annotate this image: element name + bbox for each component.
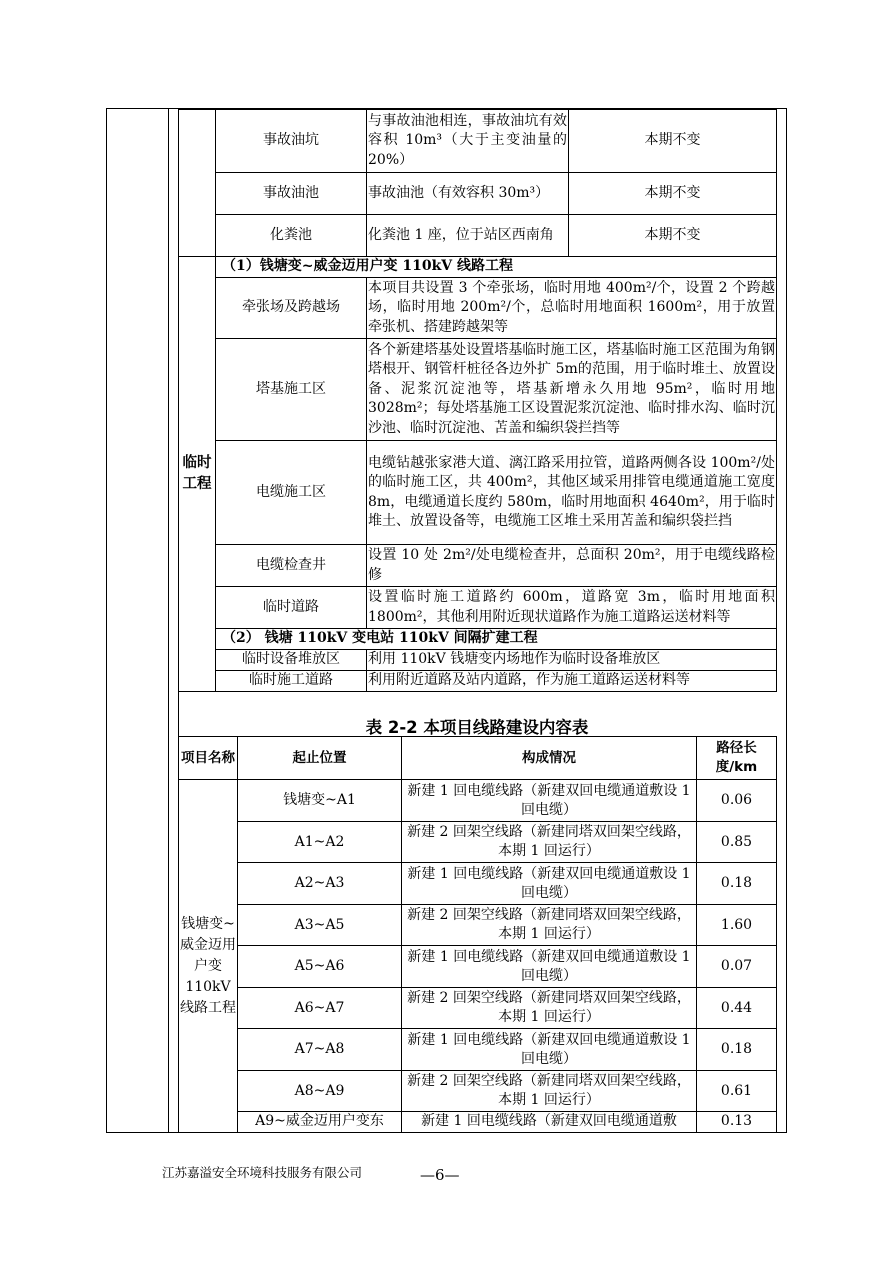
route-composition: 新建 1 回电缆线路（新建双回电缆通道敷设 1 回电缆） <box>402 946 697 988</box>
route-section: A8~A9 <box>238 1071 402 1112</box>
route-length: 0.18 <box>697 863 777 905</box>
blank-cell <box>179 110 216 257</box>
route-composition: 新建 1 回电缆线路（新建双回电缆通道敷设 1 回电缆） <box>402 863 697 905</box>
route-section: A1~A2 <box>238 822 402 863</box>
item-name: 电缆检查井 <box>216 545 367 587</box>
route-length: 0.13 <box>697 1112 777 1134</box>
item-name: 事故油坑 <box>216 110 367 173</box>
column-header: 起止位置 <box>238 737 402 780</box>
route-section: A3~A5 <box>238 905 402 946</box>
table-row <box>179 1071 777 1112</box>
table-row <box>179 946 777 988</box>
item-description: 各个新建塔基处设置塔基临时施工区，塔基临时施工区范围为角钢塔根开、钢管杆桩径各边外扩 5m的范围，用于临时堆土、放置设备、泥浆沉淀池等，塔基新增永久用地 95m²，临时用地 3028m²；每处塔基施工区设置泥浆沉淀池、临时排水沟、临时沉沙池、临时沉淀池、苫盖和编织袋拦挡等 <box>367 339 777 441</box>
table-row <box>179 780 777 822</box>
item-name: 塔基施工区 <box>216 339 367 441</box>
table-row <box>179 173 777 215</box>
route-section: A6~A7 <box>238 988 402 1029</box>
table-row <box>179 110 777 173</box>
route-composition: 新建 2 回架空线路（新建同塔双回架空线路，本期 1 回运行） <box>402 905 697 946</box>
route-length: 0.44 <box>697 988 777 1029</box>
item-name: 牵张场及跨越场 <box>216 278 367 339</box>
table-row <box>179 670 777 691</box>
company-name: 江苏嘉溢安全环境科技服务有限公司 <box>162 1165 363 1180</box>
item-status: 本期不变 <box>569 215 777 257</box>
item-description: 电缆钻越张家港大道、漓江路采用拉管，道路两侧各设 100m²/处的临时施工区，共 400m²，其他区域采用排管电缆通道施工宽度 8m，电缆通道长度约 580m，临时用地面积 4640m²，用于临时堆土、放置设备等，电缆施工区堆土采用苫盖和编织袋拦挡 <box>367 441 777 545</box>
route-composition: 新建 1 回电缆线路（新建双回电缆通道敷设 1 回电缆） <box>402 1029 697 1071</box>
section-title: （1）钱塘变~威金迈用户变 110kV 线路工程 <box>216 257 777 278</box>
route-composition: 新建 1 回电缆线路（新建双回电缆通道敷设 1 回电缆） <box>402 780 697 822</box>
item-description: 与事故油池相连，事故油坑有效容积 10m³（大于主变油量的 20%） <box>367 110 569 173</box>
item-name: 临时施工道路 <box>216 670 367 691</box>
item-description: 设置临时施工道路约 600m，道路宽 3m，临时用地面积 1800m²，其他利用附近现状道路作为施工道路运送材料等 <box>367 587 777 629</box>
table-row <box>179 988 777 1029</box>
table-row <box>179 339 777 441</box>
item-description: 化粪池 1 座，位于站区西南角 <box>367 215 569 257</box>
construction-content-table <box>178 109 777 692</box>
route-section: A9~威金迈用户变东 <box>238 1112 402 1134</box>
column-header: 路径长度/km <box>697 737 777 780</box>
route-section: A5~A6 <box>238 946 402 988</box>
item-description: 设置 10 处 2m²/处电缆检查井，总面积 20m²，用于电缆线路检修 <box>367 545 777 587</box>
route-composition: 新建 1 回电缆线路（新建双回电缆通道敷 <box>402 1112 697 1134</box>
line-construction-table <box>178 736 777 1133</box>
outer-column-divider <box>168 109 169 1132</box>
table-row <box>179 441 777 545</box>
route-length: 0.61 <box>697 1071 777 1112</box>
item-description: 利用 110kV 钱塘变内场地作为临时设备堆放区 <box>367 650 777 671</box>
route-section: A2~A3 <box>238 863 402 905</box>
column-header: 项目名称 <box>179 737 238 780</box>
route-length: 0.85 <box>697 822 777 863</box>
table-row <box>179 215 777 257</box>
route-composition: 新建 2 回架空线路（新建同塔双回架空线路，本期 1 回运行） <box>402 1071 697 1112</box>
route-length: 0.06 <box>697 780 777 822</box>
table-row <box>179 905 777 946</box>
column-header: 构成情况 <box>402 737 697 780</box>
section-title-row <box>179 629 777 650</box>
section-title-row <box>179 257 777 278</box>
table-row <box>179 278 777 339</box>
route-section: 钱塘变~A1 <box>238 780 402 822</box>
item-description: 本项目共设置 3 个牵张场，临时用地 400m²/个，设置 2 个跨越场，临时用地 200m²/个，总临时用地面积 1600m²，用于放置牵张机、搭建跨越架等 <box>367 278 777 339</box>
project-name: 钱塘变~威金迈用户变 110kV 线路工程 <box>179 780 238 1134</box>
section-title: （2） 钱塘 110kV 变电站 110kV 间隔扩建工程 <box>216 629 777 650</box>
table-row <box>179 822 777 863</box>
route-length: 0.18 <box>697 1029 777 1071</box>
table-row <box>179 587 777 629</box>
route-section: A7~A8 <box>238 1029 402 1071</box>
route-composition: 新建 2 回架空线路（新建同塔双回架空线路，本期 1 回运行） <box>402 822 697 863</box>
table-row <box>179 545 777 587</box>
item-description: 事故油池（有效容积 30m³） <box>367 173 569 215</box>
table-row <box>179 650 777 671</box>
item-name: 电缆施工区 <box>216 441 367 545</box>
page-number: —6— <box>420 1166 460 1184</box>
item-name: 事故油池 <box>216 173 367 215</box>
route-composition: 新建 2 回架空线路（新建同塔双回架空线路，本期 1 回运行） <box>402 988 697 1029</box>
table-row <box>179 863 777 905</box>
table-row <box>179 1112 777 1134</box>
item-name: 化粪池 <box>216 215 367 257</box>
page-frame <box>106 108 787 1133</box>
item-name: 临时设备堆放区 <box>216 650 367 671</box>
item-status: 本期不变 <box>569 173 777 215</box>
table-header-row <box>179 737 777 780</box>
table-row <box>179 1029 777 1071</box>
category-label: 临时工程 <box>179 257 216 692</box>
table-caption: 表 2-2 本项目线路建设内容表 <box>365 718 589 737</box>
item-description: 利用附近道路及站内道路，作为施工道路运送材料等 <box>367 670 777 691</box>
item-name: 临时道路 <box>216 587 367 629</box>
route-length: 0.07 <box>697 946 777 988</box>
route-length: 1.60 <box>697 905 777 946</box>
item-status: 本期不变 <box>569 110 777 173</box>
